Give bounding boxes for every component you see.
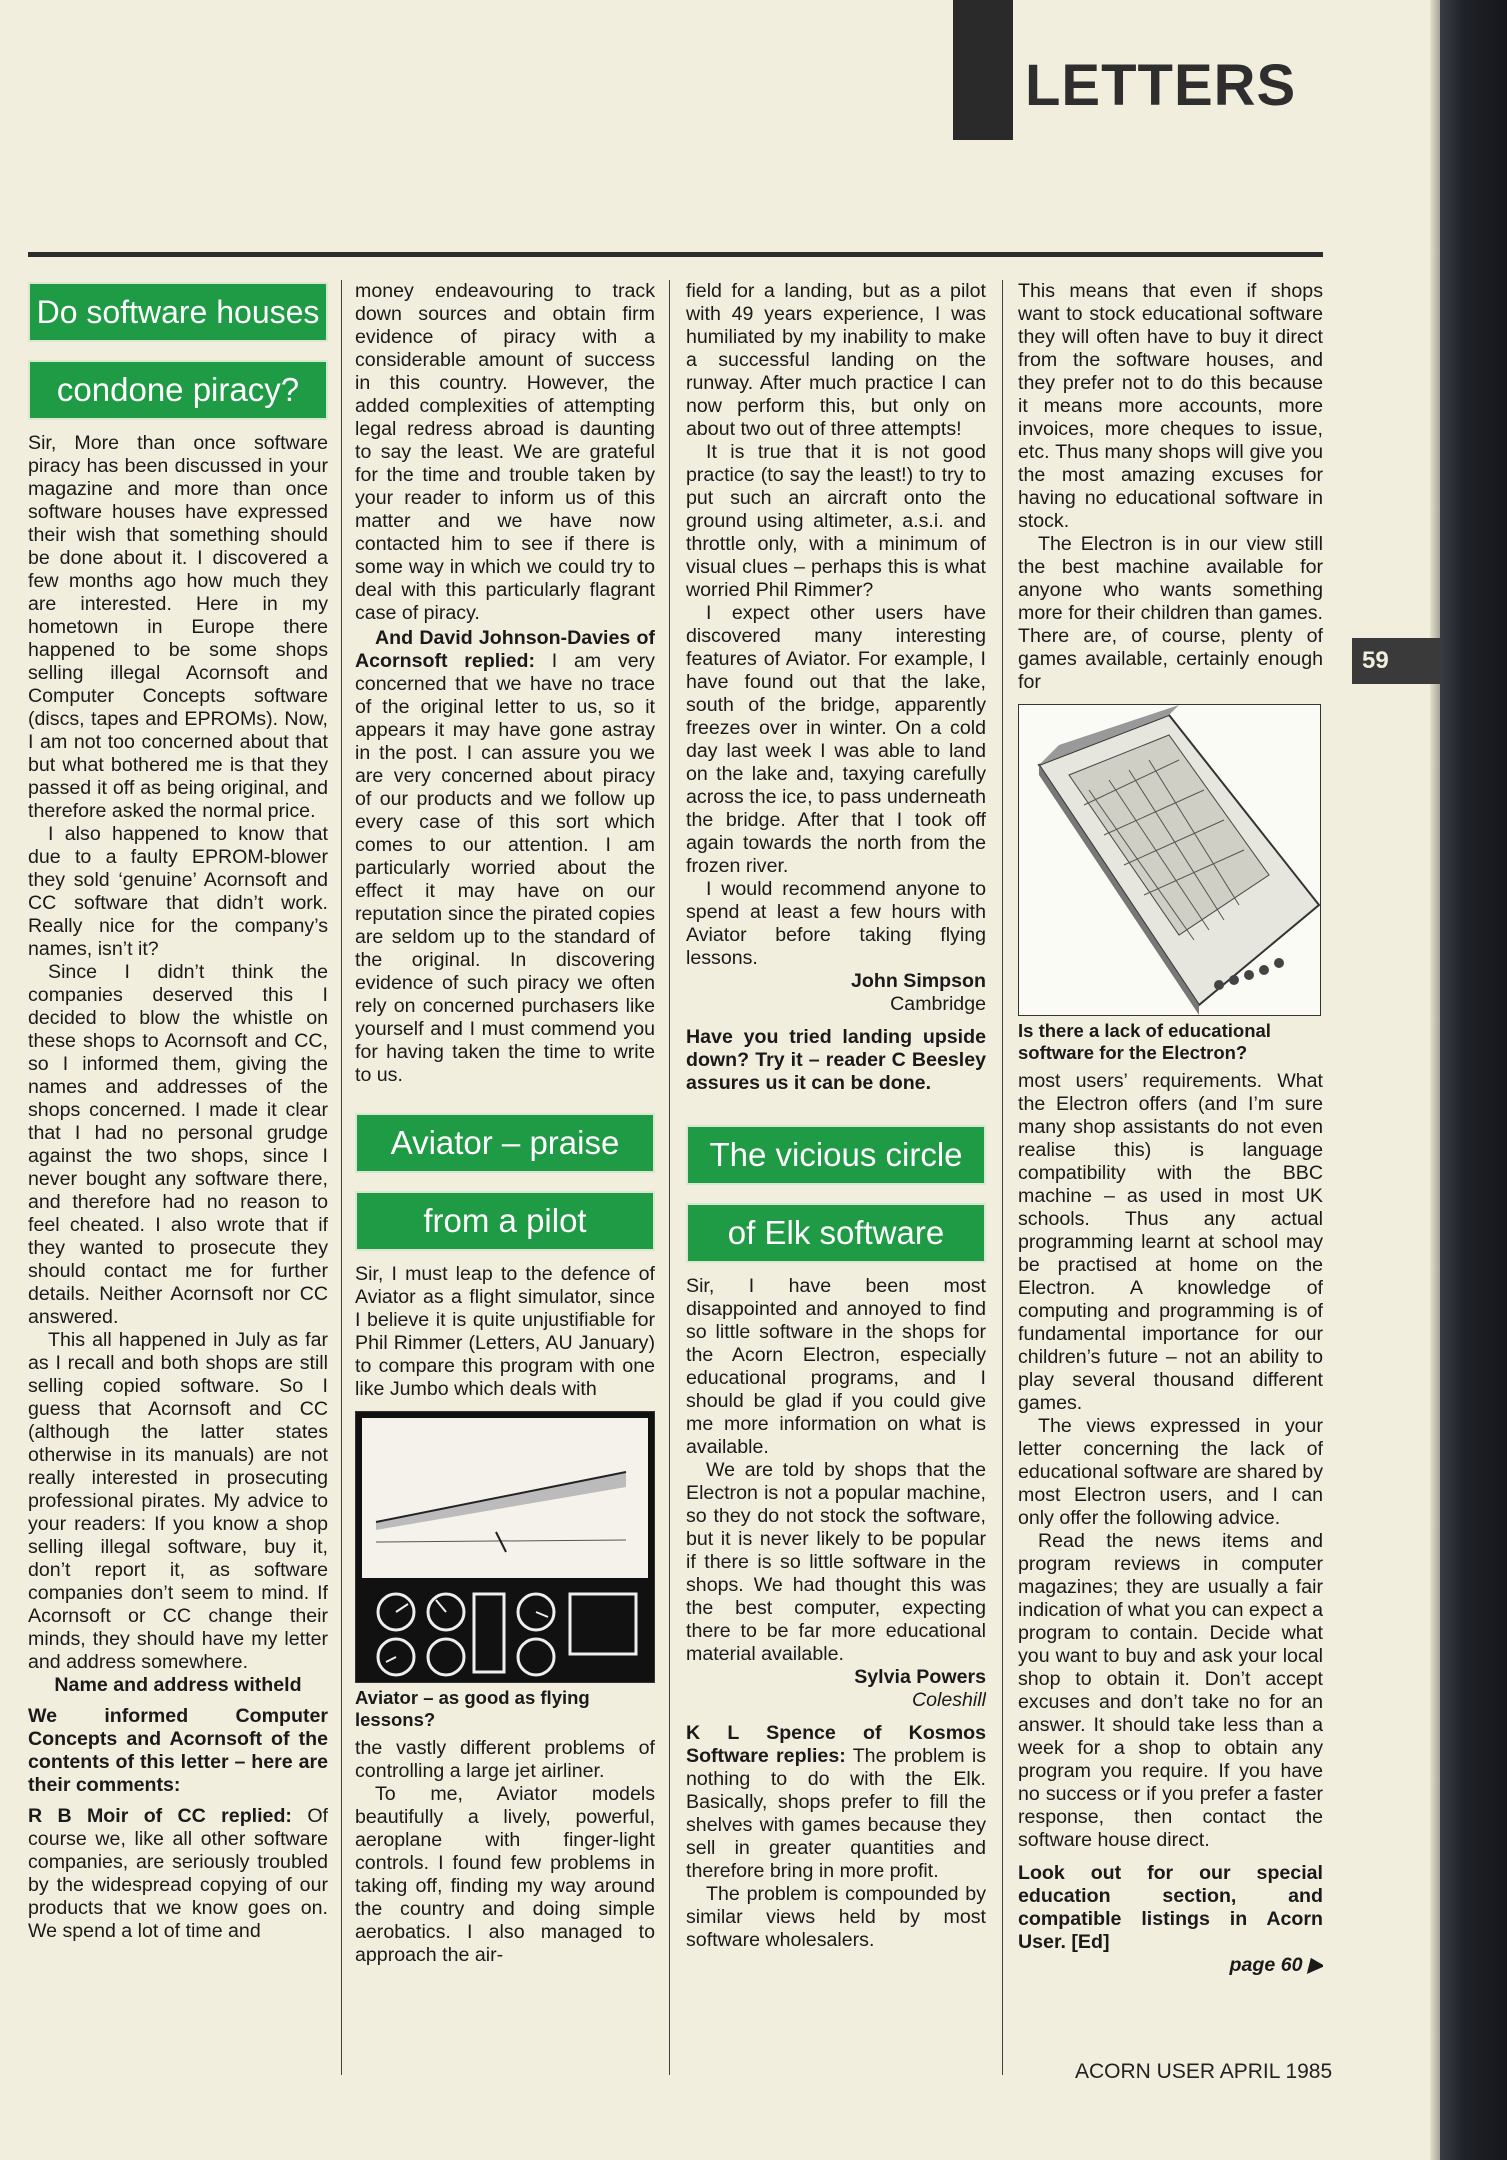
letter-paragraph: I would recommend anyone to spend at least a few hours with Aviator before taking flying lessons.	[686, 878, 986, 969]
letter-signature-place: Cambridge	[890, 993, 986, 1015]
reply-text: The problem is nothing to do with the Elk. Basically, shops prefer to fill the shelves with games because they sell in greater quantities and therefore bring in more profit.	[686, 1745, 986, 1882]
reply-paragraph	[686, 1722, 986, 1883]
headline-line-2: condone piracy?	[28, 360, 328, 420]
editor-note: We informed Computer Concepts and Acornsoft of the contents of this letter – here are their comments:	[28, 1705, 328, 1796]
headline-line-2: from a pilot	[355, 1191, 655, 1251]
headline-elk	[686, 1125, 986, 1263]
aviator-cockpit-graphic	[356, 1412, 654, 1682]
headline-aviator	[355, 1113, 655, 1251]
column-4	[1018, 280, 1323, 2080]
page-footer: ACORN USER APRIL 1985	[1075, 2060, 1333, 2083]
reply-paragraph	[355, 627, 655, 1087]
column-2	[355, 280, 655, 2080]
reply-paragraph: The problem is compounded by similar views held by most software wholesalers.	[686, 1883, 986, 1951]
headline-line-1: Do software houses	[28, 282, 328, 342]
letter-paragraph: Sir, I must leap to the defence of Aviator as a flight simulator, since I believe it is quite unjustifiable for Phil Rimmer (Letters, AU January) to compare this program with one like Jumbo which deals with	[355, 1263, 655, 1400]
reply-intro: K L Spence of Kosmos Software replies:	[686, 1722, 986, 1767]
reply-paragraph: The Electron is in our view still the best machine available for anyone who wants something more for their children than games. There are, of course, plenty of games available, certainly enough for	[1018, 533, 1323, 693]
letter-paragraph: Since I didn’t think the companies deserved this I decided to blow the whistle on these shops to Acornsoft and CC, so I informed them, giving the names and addresses of the shops concerned. I made it clear that I had no personal grudge against the two shops, since I never bought any software there, and therefore had no reason to feel cheated. I also wrote that if they wanted to prosecute they should contact me for further details. Neither Acornsoft nor CC answered.	[28, 961, 328, 1328]
reply-paragraph: money endeavouring to track down sources and obtain firm evidence of piracy with a considerable amount of success in this country. However, the added complexities of attempting legal redress abroad is daunting to say the least. We are grateful for the time and trouble taken by your reader to inform us of this matter and we have now contacted him to see if there is some way in which we could try to deal with this particularly flagrant case of piracy.	[355, 280, 655, 624]
reply-text: Of course we, like all other software companies, are seriously troubled by the widespread copying of our products that we know goes on. We spend a lot of time and	[28, 1805, 328, 1942]
section-title: LETTERS	[1025, 53, 1297, 118]
continued-page-reference: page 60 ▶	[1229, 1954, 1323, 1976]
column-3	[686, 280, 986, 2080]
letter-paragraph: This all happened in July as far as I recall and both shops are still selling copied software. So I guess that Acornsoft and CC (although the latter states otherwise in its manuals) are not really interested in prosecuting professional pirates. My advice to your readers: If you know a shop selling illegal software, buy it, don’t report it, as software companies don’t seem to mind. If Acornsoft or CC change their minds, they should have my letter and address somewhere.	[28, 1329, 328, 1673]
headline-line-1: The vicious circle	[686, 1125, 986, 1185]
image-caption: Aviator – as good as flying lessons?	[355, 1687, 590, 1730]
electron-computer-graphic	[1019, 705, 1320, 1015]
editor-note: Have you tried landing upside down? Try it – reader C Beesley assures us it can be done.	[686, 1026, 986, 1094]
reply-paragraph: This means that even if shops want to stock educational software they will often have to buy it direct from the software houses, and they prefer not to do this because it means more accounts, more invoices, more cheques to issue, etc. Thus many shops will give you the most amazing excuses for having no educational software in stock.	[1018, 280, 1323, 532]
page-number: 59	[1352, 638, 1440, 684]
column-divider	[341, 280, 342, 2075]
reply-paragraph: most users’ requirements. What the Electron offers (and I’m sure many shop assistants do not even realise this) is language compatibility with the BBC machine – as used in most UK schools. Thus any actual programming learnt at school may be practised at home on the Electron. A knowledge of computing and programming is of fundamental importance for our children’s future – not an ability to play several thousand different games.	[1018, 1070, 1323, 1414]
letter-paragraph: Sir, More than once software piracy has been discussed in your magazine and more than once software houses have expressed their wish that something should be done about it. I discovered a few months ago how much they are interested. Here in my hometown in Europe there happened to be some shops selling illegal Acornsoft and Computer Concepts software (discs, tapes and EPROMs). Now, I am not too concerned about that but what bothered me is that they passed it off as being original, and therefore asked the normal price.	[28, 432, 328, 822]
letter-paragraph: I also happened to know that due to a faulty EPROM-blower they sold ‘genuine’ Acornsoft and CC software that didn’t work. Really nice for the company’s names, isn’t it?	[28, 823, 328, 960]
headline-piracy	[28, 282, 328, 420]
letter-paragraph: Sir, I have been most disappointed and annoyed to find so little software in the shops for the Acorn Electron, especially educational programs, and I should be glad if you could give me more information on what is available.	[686, 1275, 986, 1458]
letter-paragraph: We are told by shops that the Electron is not a popular machine, so they do not stock the software, but it is never likely to be popular if there is so little software in the shops. We had thought this was the best computer, expecting there to be far more educational material available.	[686, 1459, 986, 1665]
reply-intro: R B Moir of CC replied:	[28, 1805, 292, 1827]
reply-paragraph: Read the news items and program reviews in computer magazines; they are usually a fair indication of what you can expect a program to contain. Decide what you want to buy and ask your local shop to obtain it. Don’t accept excuses and don’t take no for an answer. It should take less than a week for a shop to obtain any program you require. If you have no success or if you prefer a faster response, then contact the software house direct.	[1018, 1530, 1323, 1851]
reply-text: I am very concerned that we have no trace of the original letter to us, so it appears it may have gone astray in the post. I can assure you we are very concerned about piracy of our products and we follow up every case of this sort which comes to our attention. I am particularly worried about the effect it may have on our reputation since the pirated copies are seldom up to the standard of the original. In discovering evidence of such piracy we often rely on concerned purchasers like yourself and I must commend you for having taken the time to write to us.	[355, 650, 655, 1086]
letter-signature: Name and address witheld	[54, 1674, 302, 1696]
letter-paragraph: the vastly different problems of controlling a large jet airliner.	[355, 1737, 655, 1782]
letter-signature-place: Coleshill	[911, 1689, 986, 1711]
column-1	[28, 280, 328, 2080]
binding-spine	[1440, 0, 1507, 2160]
reply-intro: And David Johnson-Davies of Acornsoft replied:	[355, 627, 655, 672]
header-bar	[953, 0, 1013, 140]
editor-note: Look out for our special education section, and compatible listings in Acorn User. [Ed]	[1018, 1862, 1323, 1953]
headline-line-2: of Elk software	[686, 1203, 986, 1263]
letter-paragraph: It is true that it is not good practice (to say the least!) to try to put such an aircraft onto the ground using altimeter, a.s.i. and throttle only, with a minimum of visual clues – perhaps this is what worried Phil Rimmer?	[686, 441, 986, 601]
headline-line-1: Aviator – praise	[355, 1113, 655, 1173]
letter-paragraph: I expect other users have discovered many interesting features of Aviator. For example, I have found out that the lake, south of the bridge, apparently freezes over in winter. On a cold day last week I was able to land on the lake and, taxying carefully across the ice, to pass underneath the bridge. After that I took off again towards the north from the frozen river.	[686, 602, 986, 877]
column-divider	[669, 280, 670, 2075]
header-rule	[28, 252, 1323, 257]
letter-signature-name: John Simpson	[851, 970, 986, 992]
letter-paragraph: field for a landing, but as a pilot with 49 years experience, I was humiliated by my inability to make a successful landing on the runway. After much practice I can now perform this, but only on about two out of three attempts!	[686, 280, 986, 440]
letter-signature-name: Sylvia Powers	[854, 1666, 986, 1688]
electron-photo	[1018, 704, 1321, 1016]
letter-paragraph: To me, Aviator models beautifully a lively, powerful, aeroplane with finger-light controls. I found few problems in taking off, finding my way around the country and doing simple aerobatics. I also managed to approach the air-	[355, 1783, 655, 1966]
reply-paragraph	[28, 1805, 328, 1943]
image-caption: Is there a lack of educational software for the Electron?	[1018, 1020, 1271, 1063]
reply-paragraph: The views expressed in your letter concerning the lack of educational software are shared by most Electron users, and I can only offer the following advice.	[1018, 1415, 1323, 1529]
aviator-screenshot	[355, 1411, 655, 1683]
column-divider	[1002, 280, 1003, 2075]
